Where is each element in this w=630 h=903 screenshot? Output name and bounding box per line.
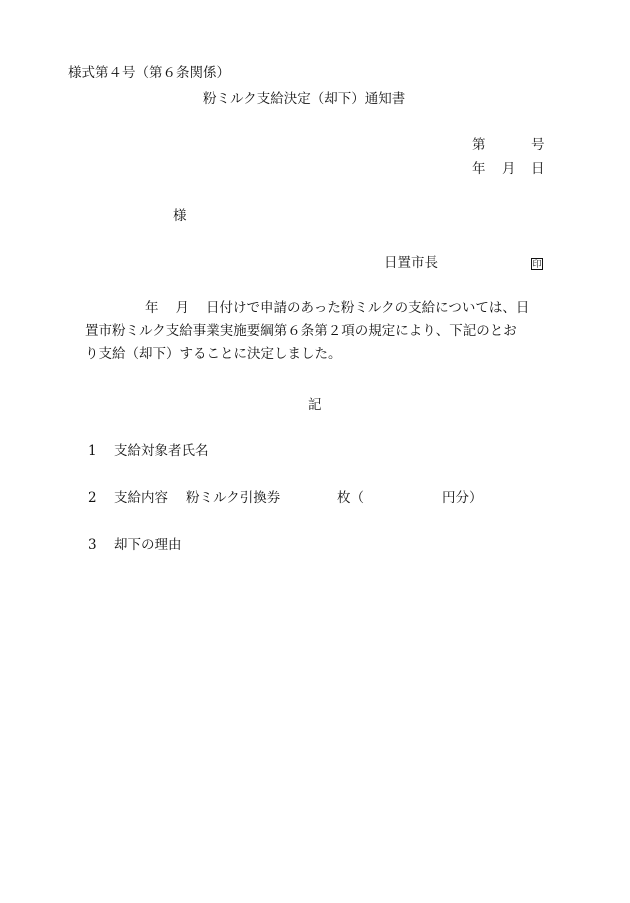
item-2-label: 支給内容 bbox=[114, 490, 168, 506]
doc-number-dai: 第 bbox=[472, 137, 486, 153]
body-line-1-text: 日付けで申請のあった粉ミルクの支給については、日 bbox=[206, 300, 530, 316]
body-paragraph bbox=[85, 297, 565, 366]
item-2-count: 枚（ bbox=[337, 490, 364, 506]
item-3-number: 3 bbox=[88, 537, 97, 553]
date-month: 月 bbox=[502, 161, 516, 177]
body-line-3: り支給（却下）することに決定しました。 bbox=[85, 346, 342, 362]
body-line-2: 置市粉ミルク支給事業実施要綱第６条第２項の規定により、下記のとお bbox=[85, 323, 517, 339]
body-line-1 bbox=[85, 297, 565, 320]
body-blank-month: 月 bbox=[175, 300, 189, 316]
item-2-price: 円分） bbox=[442, 490, 483, 506]
item-2-number: 2 bbox=[88, 490, 97, 506]
date-day: 日 bbox=[531, 161, 545, 177]
date-year: 年 bbox=[472, 161, 486, 177]
seal-icon: 印 bbox=[532, 260, 542, 270]
ki-heading: 記 bbox=[308, 397, 322, 413]
body-blank-year: 年 bbox=[145, 300, 159, 316]
issuer-name: 日置市長 bbox=[384, 255, 438, 271]
item-3-label: 却下の理由 bbox=[114, 537, 182, 553]
document-title: 粉ミルク支給決定（却下）通知書 bbox=[203, 91, 406, 107]
doc-number-go: 号 bbox=[531, 137, 545, 153]
item-1-label: 支給対象者氏名 bbox=[114, 443, 209, 459]
item-1-number: 1 bbox=[88, 443, 97, 459]
addressee-honorific: 様 bbox=[173, 208, 187, 224]
form-number: 様式第４号（第６条関係） bbox=[68, 65, 230, 81]
seal-mark bbox=[531, 257, 543, 271]
item-2-detail: 粉ミルク引換券 bbox=[186, 490, 281, 506]
